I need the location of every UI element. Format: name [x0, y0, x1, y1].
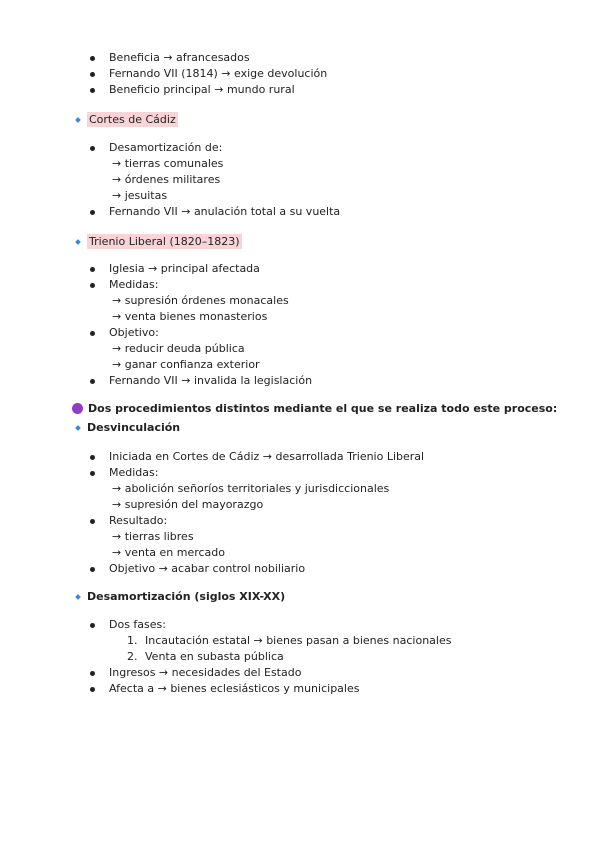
sub-item: → tierras libres	[112, 530, 194, 543]
list-item: Fernando VII → invalida la legislación	[0, 373, 600, 389]
sub-item: → venta bienes monasterios	[112, 310, 268, 323]
procedures-title	[72, 402, 557, 415]
numbered-item	[109, 649, 600, 665]
item-text: Medidas:	[109, 278, 159, 291]
list-item: Fernando VII (1814) → exige devolución	[0, 66, 600, 82]
sub-item: → supresión del mayorazgo	[112, 498, 264, 511]
item-text: Venta en subasta pública	[145, 650, 284, 663]
sub-item: → reducir deuda pública	[112, 342, 245, 355]
procedures-title-text: Dos procedimientos distintos mediante el que se realiza todo este proceso:	[88, 402, 558, 415]
list-item	[0, 513, 600, 561]
sub-item: → órdenes militares	[112, 173, 221, 186]
desamortizacion-bullet-list	[0, 617, 600, 697]
list-item	[0, 140, 600, 204]
phases-list	[109, 633, 600, 665]
numbered-item	[109, 633, 600, 649]
list-item: Fernando VII → anulación total a su vuelta	[0, 204, 600, 220]
item-text: Dos fases:	[109, 618, 166, 631]
list-item: Beneficia → afrancesados	[0, 50, 600, 66]
list-item	[0, 465, 600, 513]
list-item	[0, 325, 600, 373]
sub-item: → ganar confianza exterior	[112, 358, 260, 371]
sub-item: → supresión órdenes monacales	[112, 294, 289, 307]
list-item: Iglesia → principal afectada	[0, 261, 600, 277]
sub-item: → tierras comunales	[112, 157, 224, 170]
top-bullet-list	[0, 50, 600, 98]
item-text: Incautación estatal → bienes pasan a bienes nacionales	[145, 634, 452, 647]
cadiz-bullet-list	[0, 140, 600, 220]
section-heading-desamortizacion	[72, 590, 285, 603]
purple-circle-icon	[72, 403, 83, 414]
sub-item: → abolición señoríos territoriales y jurisdiccionales	[112, 482, 390, 495]
item-number: 2.	[127, 650, 138, 663]
section-heading-cadiz	[72, 112, 178, 127]
item-text: Objetivo:	[109, 326, 159, 339]
trienio-bullet-list	[0, 261, 600, 389]
list-item: Afecta a → bienes eclesiásticos y municipales	[0, 681, 600, 697]
diamond-bullet-icon	[75, 117, 81, 123]
heading-text: Desamortización (siglos XIX-XX)	[87, 590, 286, 603]
item-text: Desamortización de:	[109, 141, 223, 154]
list-item: Objetivo → acabar control nobiliario	[0, 561, 600, 577]
item-number: 1.	[127, 634, 138, 647]
sub-item: → venta en mercado	[112, 546, 226, 559]
section-heading-trienio	[72, 234, 242, 249]
list-item: Ingresos → necesidades del Estado	[0, 665, 600, 681]
heading-text: Cortes de Cádiz	[89, 113, 176, 126]
list-item: Beneficio principal → mundo rural	[0, 82, 600, 98]
list-item	[0, 277, 600, 325]
section-heading-desvinculacion	[72, 421, 180, 434]
desvinculacion-bullet-list	[0, 449, 600, 577]
item-text: Medidas:	[109, 466, 159, 479]
diamond-bullet-icon	[75, 239, 81, 245]
item-text: Resultado:	[109, 514, 168, 527]
list-item	[0, 617, 600, 665]
sub-item: → jesuitas	[112, 189, 168, 202]
diamond-bullet-icon	[75, 594, 81, 600]
diamond-bullet-icon	[75, 425, 81, 431]
list-item: Iniciada en Cortes de Cádiz → desarrollada Trienio Liberal	[0, 449, 600, 465]
heading-text: Desvinculación	[87, 421, 181, 434]
heading-text: Trienio Liberal (1820–1823)	[89, 235, 240, 248]
